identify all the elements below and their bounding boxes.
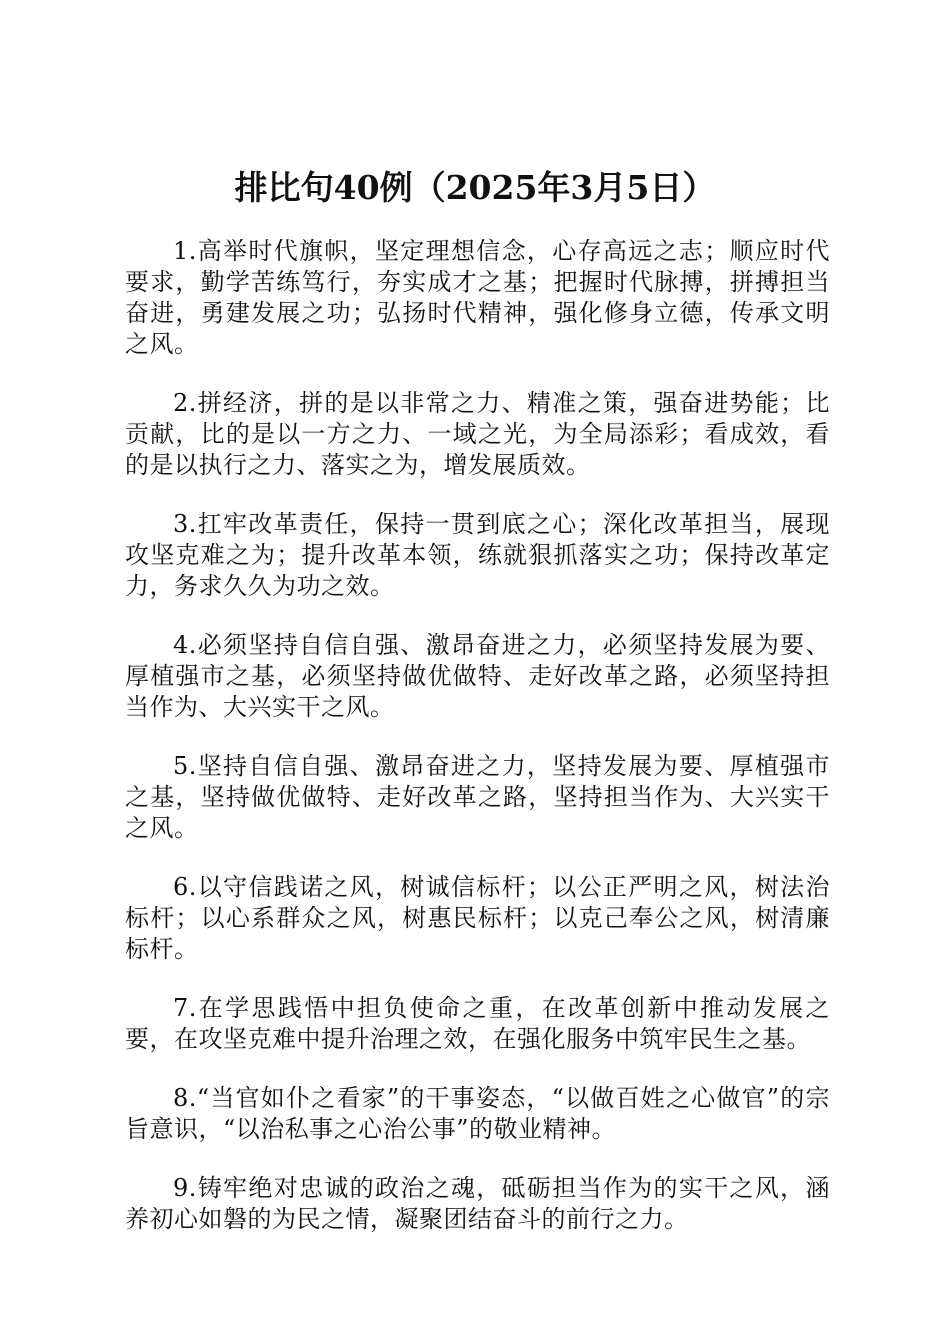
document-title: 排比句40例（2025年3月5日） [234, 168, 716, 207]
document-body [125, 236, 830, 1263]
paragraph-2: 2.拼经济，拼的是以非常之力、精准之策，强奋进势能；比贡献，比的是以一方之力、一域之光，为全局添彩；看成效，看的是以执行之力、落实之为，增发展质效。 [125, 389, 830, 479]
paragraph-8: 8.“当官如仆之看家”的干事姿态，“以做百姓之心做官”的宗旨意识，“以治私事之心治公事”的敬业精神。 [125, 1084, 830, 1143]
paragraph-1: 1.高举时代旗帜，坚定理想信念，心存高远之志；顺应时代要求，勤学苦练笃行，夯实成才之基；把握时代脉搏，拼搏担当奋进，勇建发展之功；弘扬时代精神，强化修身立德，传承文明之风。 [125, 237, 830, 358]
paragraph-5: 5.坚持自信自强、激昂奋进之力，坚持发展为要、厚植强市之基，坚持做优做特、走好改革之路，坚持担当作为、大兴实干之风。 [125, 752, 830, 842]
paragraph-6: 6.以守信践诺之风，树诚信标杆；以公正严明之风，树法治标杆；以心系群众之风，树惠民标杆；以克己奉公之风，树清廉标杆。 [125, 873, 830, 963]
paragraph-3: 3.扛牢改革责任，保持一贯到底之心；深化改革担当，展现攻坚克难之为；提升改革本领，练就狠抓落实之功；保持改革定力，务求久久为功之效。 [125, 510, 830, 600]
paragraph-9: 9.铸牢绝对忠诚的政治之魂，砥砺担当作为的实干之风，涵养初心如磐的为民之情，凝聚团结奋斗的前行之力。 [125, 1174, 830, 1233]
paragraph-4: 4.必须坚持自信自强、激昂奋进之力，必须坚持发展为要、厚植强市之基，必须坚持做优做特、走好改革之路，必须坚持担当作为、大兴实干之风。 [125, 631, 830, 721]
paragraph-7: 7.在学思践悟中担负使命之重，在改革创新中推动发展之要，在攻坚克难中提升治理之效，在强化服务中筑牢民生之基。 [125, 994, 830, 1053]
